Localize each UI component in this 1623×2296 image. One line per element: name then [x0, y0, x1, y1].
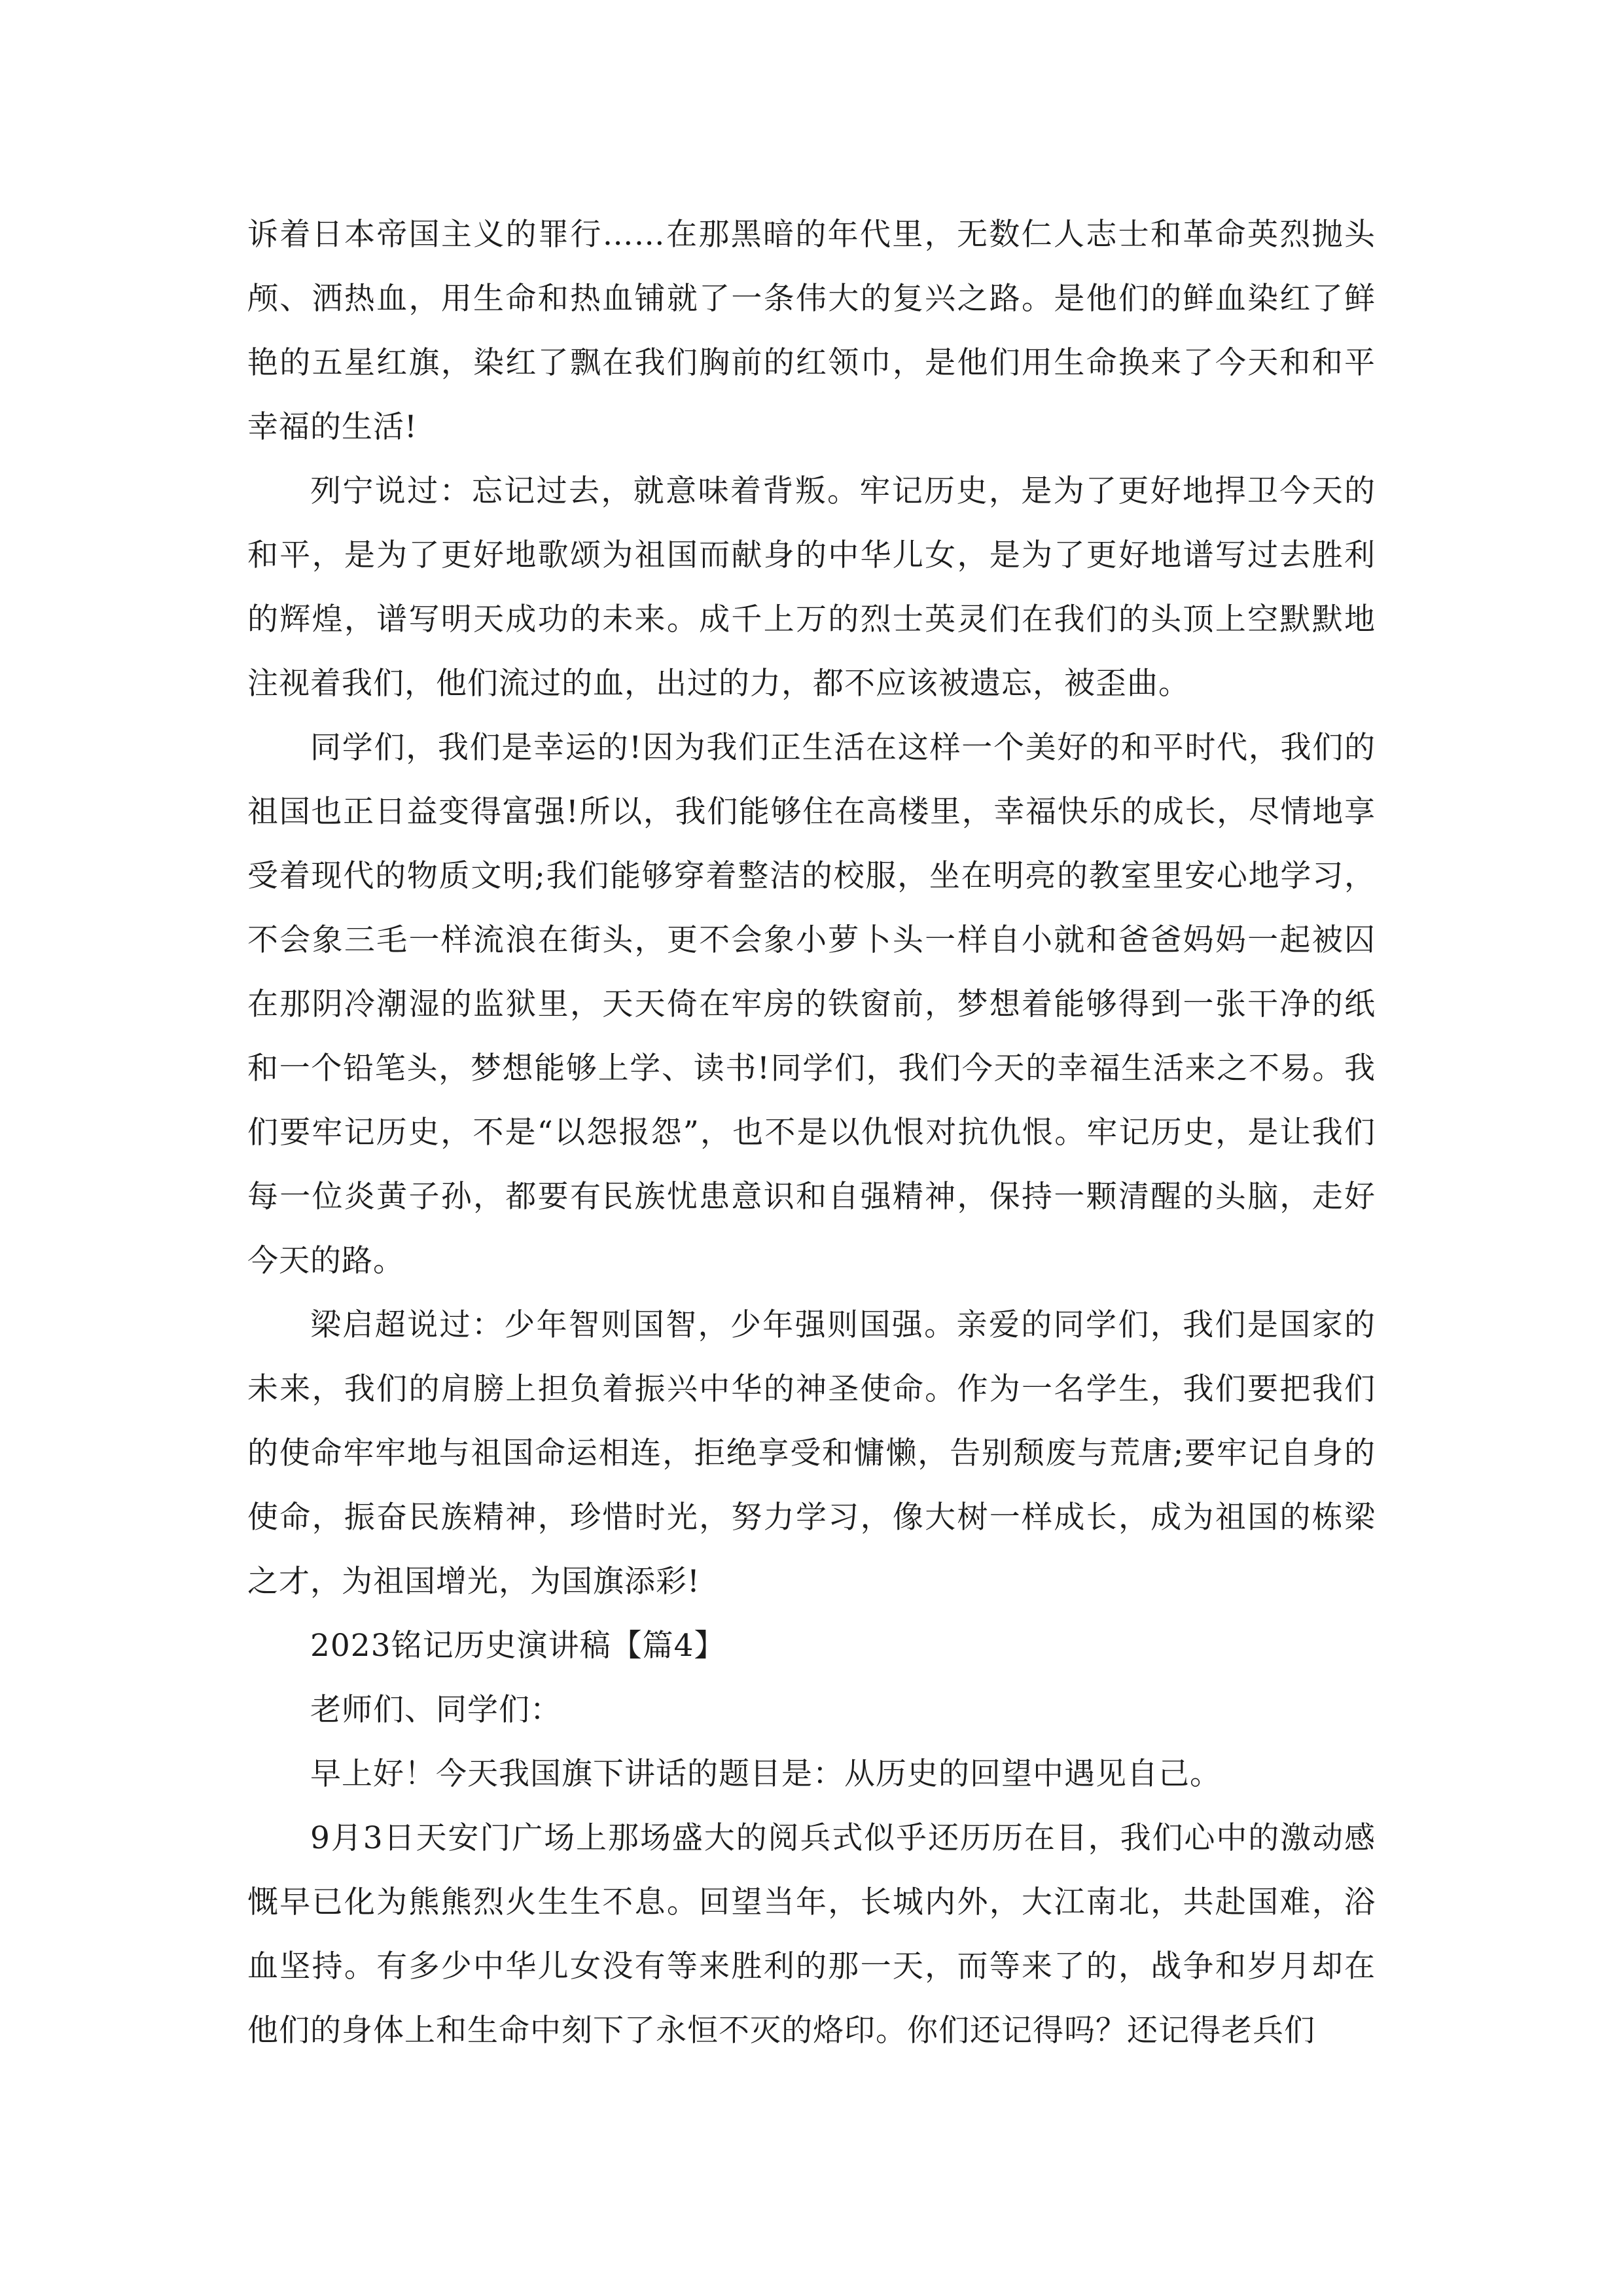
section-heading: 2023铭记历史演讲稿【篇4】 — [310, 1628, 726, 1664]
paragraph-liang-qichao-quote: 梁启超说过：少年智则国智，少年强则国强。亲爱的同学们，我们是国家的未来，我们的肩膀上担负着振兴中华的神圣使命。作为一名学生，我们要把我们的使命牢牢地与祖国命运相连，拒绝享受和慵懒，告别颓废与荒唐;要牢记自身的使命，振奋民族精神，珍惜时光，努力学习，像大树一样成长，成为祖国的栋梁之才，为祖国增光，为国旗添彩! — [247, 1307, 1376, 1600]
paragraph-continuation: 诉着日本帝国主义的罪行……在那黑暗的年代里，无数仁人志士和革命英烈抛头颅、洒热血，用生命和热血铺就了一条伟大的复兴之路。是他们的鲜血染红了鲜艳的五星红旗，染红了飘在我们胸前的红领巾，是他们用生命换来了今天和和平幸福的生活! — [247, 217, 1376, 445]
document-body — [247, 203, 1376, 2063]
paragraph-greeting: 早上好！今天我国旗下讲话的题目是：从历史的回望中遇见自己。 — [310, 1756, 1221, 1792]
paragraph-lenin-quote: 列宁说过：忘记过去，就意味着背叛。牢记历史，是为了更好地捍卫今天的和平，是为了更好地歌颂为祖国而献身的中华儿女，是为了更好地谱写过去胜利的辉煌，谱写明天成功的未来。成千上万的烈士英灵们在我们的头顶上空默默地注视着我们，他们流过的血，出过的力，都不应该被遗忘，被歪曲。 — [247, 473, 1376, 702]
paragraph-parade-memory: 9月3日天安门广场上那场盛大的阅兵式似乎还历历在目，我们心中的激动感慨早已化为熊熊烈火生生不息。回望当年，长城内外，大江南北，共赴国难，浴血坚持。有多少中华儿女没有等来胜利的那一天，而等来了的，战争和岁月却在他们的身体上和生命中刻下了永恒不灭的烙印。你们还记得吗？还记得老兵们 — [247, 1820, 1376, 2049]
paragraph-fortunate-generation: 同学们，我们是幸运的!因为我们正生活在这样一个美好的和平时代，我们的祖国也正日益变得富强!所以，我们能够住在高楼里，幸福快乐的成长，尽情地享受着现代的物质文明;我们能够穿着整洁的校服，坐在明亮的教室里安心地学习，不会象三毛一样流浪在街头，更不会象小萝卜头一样自小就和爸爸妈妈一起被囚在那阴冷潮湿的监狱里，天天倚在牢房的铁窗前，梦想着能够得到一张干净的纸和一个铅笔头，梦想能够上学、读书!同学们，我们今天的幸福生活来之不易。我们要牢记历史，不是“以怨报怨”，也不是以仇恨对抗仇恨。牢记历史，是让我们每一位炎黄子孙，都要有民族忧患意识和自强精神，保持一颗清醒的头脑，走好今天的路。 — [247, 730, 1376, 1279]
paragraph-salutation: 老师们、同学们： — [310, 1692, 562, 1728]
